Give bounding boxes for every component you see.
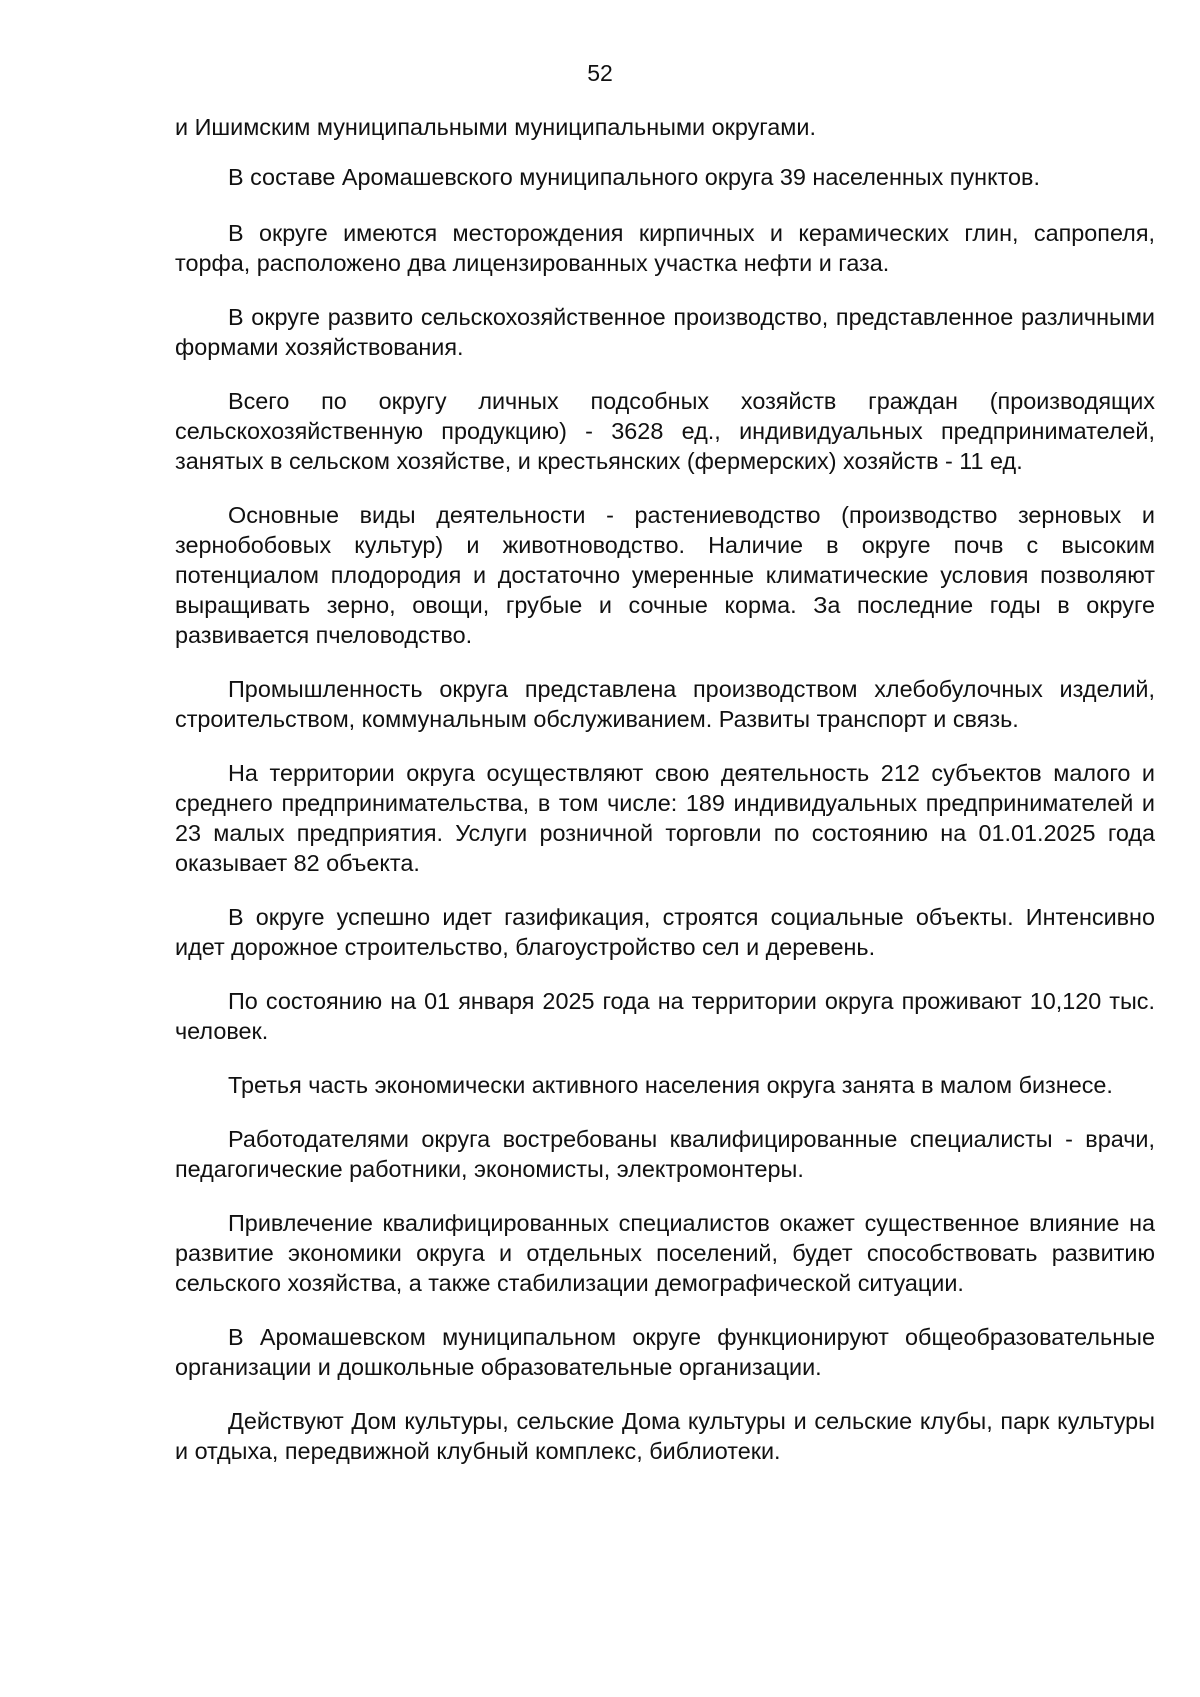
paragraph: В округе развито сельскохозяйственное производство, представленное различными формами хозяйствования. <box>175 304 1155 360</box>
document-body <box>175 112 1155 1490</box>
paragraph: Привлечение квалифицированных специалистов окажет существенное влияние на развитие экономики округа и отдельных поселений, будет способствовать развитию сельского хозяйства, а также стабилизации демографической ситуации. <box>175 1210 1155 1296</box>
paragraph: Действуют Дом культуры, сельские Дома культуры и сельские клубы, парк культуры и отдыха, передвижной клубный комплекс, библиотеки. <box>175 1408 1155 1464</box>
paragraph: Работодателями округа востребованы квалифицированные специалисты - врачи, педагогические работники, экономисты, электромонтеры. <box>175 1126 1155 1182</box>
paragraph: В округе имеются месторождения кирпичных и керамических глин, сапропеля, торфа, расположено два лицензированных участка нефти и газа. <box>175 220 1155 276</box>
paragraph: Промышленность округа представлена производством хлебобулочных изделий, строительством, коммунальным обслуживанием. Развиты транспорт и связь. <box>175 676 1155 732</box>
paragraph: В Аромашевском муниципальном округе функционируют общеобразовательные организации и дошкольные образовательные организации. <box>175 1324 1155 1380</box>
paragraph: В округе успешно идет газификация, строятся социальные объекты. Интенсивно идет дорожное строительство, благоустройство сел и деревень. <box>175 904 1155 960</box>
paragraph: Всего по округу личных подсобных хозяйств граждан (производящих сельскохозяйственную продукцию) - 3628 ед., индивидуальных предпринимателей, занятых в сельском хозяйстве, и крестьянских (фермерских) хозяйств - 11 ед. <box>175 388 1155 474</box>
paragraph: Третья часть экономически активного населения округа занята в малом бизнесе. <box>228 1072 1113 1098</box>
paragraph: На территории округа осуществляют свою деятельность 212 субъектов малого и среднего предпринимательства, в том числе: 189 индивидуальных предпринимателей и 23 малых предприятия. Услуги розничной торговли по состоянию на 01.01.2025 года оказывает 82 объекта. <box>175 760 1155 876</box>
paragraph: По состоянию на 01 января 2025 года на территории округа проживают 10,120 тыс. человек. <box>175 988 1155 1044</box>
paragraph: и Ишимским муниципальными муниципальными округами. <box>175 114 816 140</box>
page-number: 52 <box>587 60 613 86</box>
paragraph: В составе Аромашевского муниципального округа 39 населенных пунктов. <box>228 164 1040 190</box>
paragraph: Основные виды деятельности - растениеводство (производство зерновых и зернобобовых культур) и животноводство. Наличие в округе почв с высоким потенциалом плодородия и достаточно умеренные климатические условия позволяют выращивать зерно, овощи, грубые и сочные корма. За последние годы в округе развивается пчеловодство. <box>175 502 1155 648</box>
